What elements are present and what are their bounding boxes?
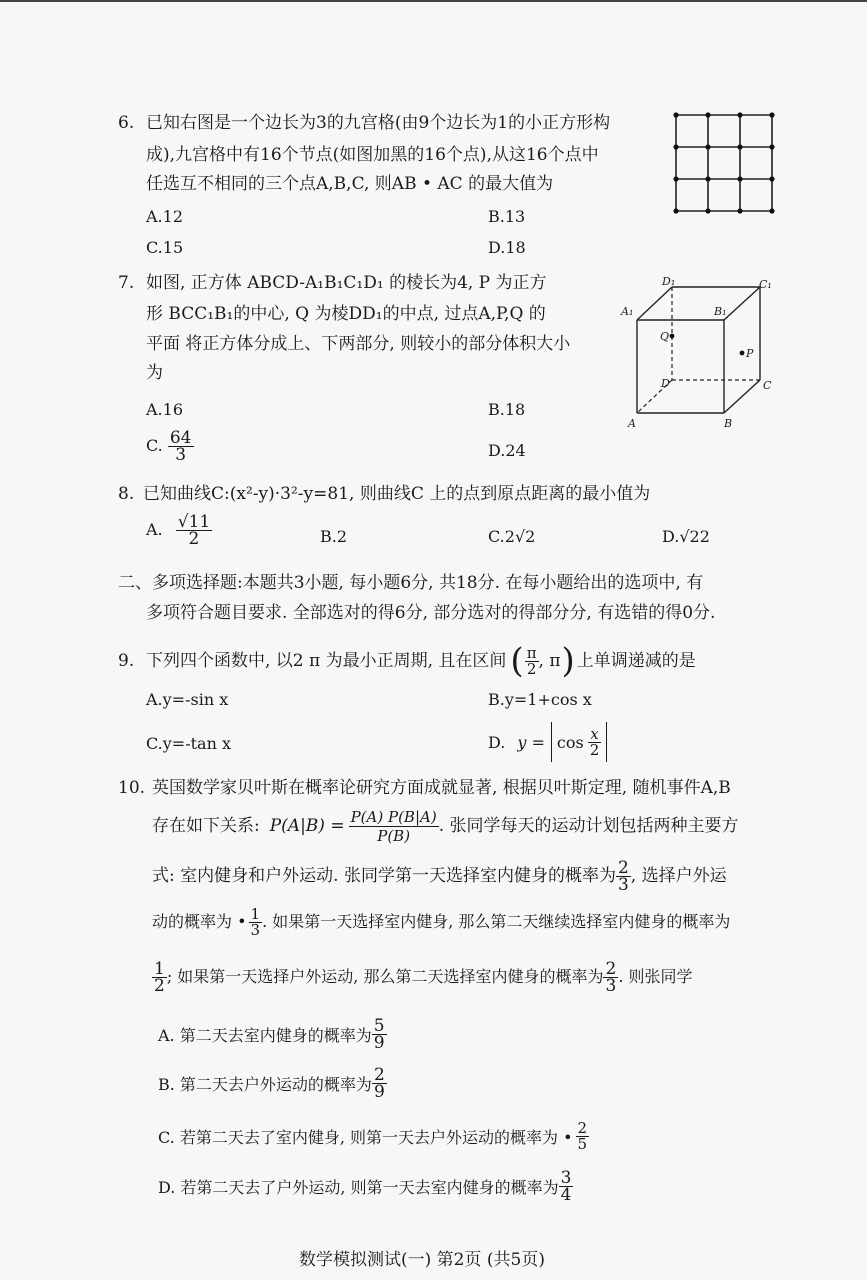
q10-line-5-numerator-1: 1	[154, 958, 165, 979]
q9-interval-numerator: π	[526, 643, 537, 662]
q8-option-b: B.2	[320, 527, 348, 546]
q8-number: 8.	[118, 484, 135, 504]
q6-line-1: 已知右图是一个边长为3的九宫格(由9个边长为1的小正方形构	[146, 113, 611, 133]
q10-option-d-fraction	[559, 1167, 574, 1205]
q9-text-after: 上单调递减的是	[576, 651, 696, 671]
page-top-border	[0, 0, 867, 2]
q10-line-3-numerator: 2	[617, 857, 629, 878]
q10-number: 10.	[118, 778, 146, 798]
q9-option-d-fraction	[588, 724, 602, 759]
q6-option-d: D.18	[488, 238, 526, 257]
cube-label-d1: D₁	[662, 275, 676, 288]
q10-line-5-fraction-2	[603, 958, 618, 996]
q10-option-c-fraction	[576, 1118, 590, 1153]
q10-option-b-text: B. 第二天去户外运动的概率为	[158, 1074, 372, 1094]
q10-line-4-numerator: 1	[250, 904, 261, 923]
q10-option-a-denominator: 9	[373, 1032, 385, 1053]
q9-option-d-denominator: 2	[589, 740, 600, 759]
q10-line-2	[152, 804, 739, 848]
bayes-formula-lhs: P(A|B) =	[269, 816, 345, 836]
q9-option-a: A.y=-sin x	[146, 690, 229, 709]
q9-interval-rest: , π	[538, 651, 561, 671]
q10-line-5-denominator-2: 3	[605, 975, 617, 996]
q6-option-a: A.12	[146, 207, 183, 226]
cube-label-d: D	[661, 377, 670, 390]
q9-option-d-absolute	[551, 722, 607, 762]
q10-option-d-denominator: 4	[560, 1184, 572, 1205]
q7-line-1: 如图, 正方体 ABCD-A₁B₁C₁D₁ 的棱长为4, P 为正方	[146, 273, 547, 293]
cube-figure	[620, 275, 780, 435]
q10-option-d	[158, 1166, 573, 1206]
q7-line-2: 形 BCC₁B₁的中心, Q 为棱DD₁的中点, 过点A,P,Q 的	[146, 304, 546, 324]
cube-label-b1: B₁	[714, 305, 727, 318]
q10-line-3-pre: 式: 室内健身和户外运动. 张同学第一天选择室内健身的概率为	[152, 866, 616, 886]
q6-option-c: C.15	[146, 238, 184, 257]
q9-option-d-label: D.	[488, 732, 506, 752]
q7-option-b: B.18	[488, 400, 526, 419]
section-2-line-1: 二、多项选择题:本题共3小题, 每小题6分, 共18分. 在每小题给出的选项中, 有	[118, 573, 704, 593]
nine-grid-figure	[674, 112, 774, 214]
q9-left-paren: (	[510, 641, 524, 681]
q10-option-b-denominator: 9	[373, 1081, 385, 1102]
q10-option-b-fraction	[372, 1064, 387, 1102]
bayes-formula-numerator: P(A) P(B|A)	[350, 807, 437, 826]
q9-interval-fraction	[525, 643, 539, 678]
q10-option-b	[158, 1063, 387, 1103]
q7-line-3: 平面 将正方体分成上、下两部分, 则较小的部分体积大小	[146, 334, 571, 354]
q10-line-4	[152, 902, 730, 942]
cube-label-a1: A₁	[621, 305, 634, 318]
q10-line-1: 英国数学家贝叶斯在概率论研究方面成就显著, 根据贝叶斯定理, 随机事件A,B	[152, 778, 731, 798]
cube-label-a: A	[628, 417, 636, 430]
q9-interval-denominator: 2	[525, 661, 539, 677]
q9-number: 9.	[118, 651, 135, 671]
q10-option-c-text: C. 若第二天去了室内健身, 则第一天去户外运动的概率为 •	[158, 1127, 573, 1147]
q7-number: 7.	[118, 273, 135, 293]
q10-line-5-post: . 则张同学	[618, 967, 693, 986]
cube-label-b: B	[724, 417, 733, 430]
q6-line-3: 任选互不相同的三个点A,B,C, 则AB • AC 的最大值为	[146, 174, 554, 194]
q7-line-4: 为	[146, 363, 163, 383]
q10-option-d-numerator: 3	[560, 1167, 572, 1188]
q10-line-5-mid: ; 如果第一天选择户外运动, 那么第二天选择室内健身的概率为	[166, 967, 604, 986]
q7-option-c-denominator: 3	[168, 446, 194, 463]
q10-line-3	[152, 856, 727, 896]
q10-line-3-post: , 选择户外运	[630, 866, 727, 886]
cube-label-q: Q	[660, 330, 670, 343]
q8-text: 已知曲线C:(x²-y)·3²-y=81, 则曲线C 上的点到原点距离的最小值为	[143, 484, 651, 504]
q8-option-a-numerator: √11	[177, 512, 211, 532]
q10-line-3-fraction	[616, 857, 631, 895]
q8-option-a-denominator: 2	[176, 530, 212, 547]
q10-option-c	[158, 1116, 589, 1156]
q8-option-a	[146, 514, 212, 547]
q10-option-c-numerator: 2	[577, 1118, 588, 1137]
q10-option-d-text: D. 若第二天去了户外运动, 则第一天去室内健身的概率为	[158, 1177, 559, 1197]
q7-option-c-label: C.	[146, 436, 163, 455]
q7-option-c-fraction	[168, 430, 194, 463]
q10-option-a	[158, 1014, 387, 1054]
q10-line-4-denominator: 3	[250, 920, 261, 939]
cube-label-p: P	[746, 347, 754, 360]
q7-option-a: A.16	[146, 400, 183, 419]
q8-option-d: D.√22	[662, 527, 710, 546]
q7-option-d: D.24	[488, 441, 526, 460]
q10-line-5-fraction-1	[152, 958, 167, 996]
section-2-line-2: 多项符合题目要求. 全部选对的得6分, 部分选对的得部分分, 有选错的得0分.	[146, 603, 716, 623]
q10-line-2-pre: 存在如下关系:	[152, 816, 260, 836]
q10-option-a-fraction	[372, 1015, 387, 1053]
bayes-formula-denominator: P(B)	[349, 826, 439, 845]
q9-text: 下列四个函数中, 以2 π 为最小正周期, 且在区间	[146, 651, 507, 671]
q9-stem	[118, 641, 696, 681]
q10-line-4-fraction	[249, 904, 263, 939]
q6-number: 6.	[118, 113, 135, 133]
q10-line-4-pre: 动的概率为 •	[152, 912, 247, 931]
q7-option-c	[146, 430, 194, 463]
q8-option-c: C.2√2	[488, 527, 536, 546]
page-footer: 数学模拟测试(一) 第2页 (共5页)	[299, 1250, 545, 1270]
cube-label-c: C	[763, 379, 772, 392]
q10-line-5-denominator-1: 2	[154, 975, 165, 996]
q8-option-a-label: A.	[146, 520, 163, 539]
cube-label-c1: C₁	[759, 278, 772, 291]
q9-option-c: C.y=-tan x	[146, 734, 231, 753]
q10-line-5-numerator-2: 2	[605, 958, 617, 979]
q9-option-d	[488, 722, 607, 762]
q9-option-d-cos: cos	[556, 732, 584, 752]
q10-line-4-post: . 如果第一天选择室内健身, 那么第二天继续选择室内健身的概率为	[262, 912, 731, 931]
q10-option-a-numerator: 5	[373, 1015, 385, 1036]
q6-line-2: 成),九宫格中有16个节点(如图加黑的16个点),从这16个点中	[146, 145, 599, 165]
q10-option-b-numerator: 2	[373, 1064, 385, 1085]
q10-option-c-denominator: 5	[577, 1134, 588, 1153]
q7-option-c-numerator: 64	[169, 428, 192, 448]
q9-option-d-numerator: x	[590, 724, 599, 743]
q10-line-3-denominator: 3	[617, 874, 629, 895]
bayes-formula-fraction	[349, 808, 439, 845]
q9-right-paren: )	[561, 641, 575, 681]
q10-line-5	[152, 957, 693, 997]
q10-option-a-text: A. 第二天去室内健身的概率为	[158, 1025, 372, 1045]
q8-option-a-fraction	[176, 514, 212, 547]
q9-option-b: B.y=1+cos x	[488, 690, 592, 709]
q9-option-d-y: y =	[517, 732, 545, 752]
q6-option-b: B.13	[488, 207, 526, 226]
q10-line-2-post: . 张同学每天的运动计划包括两种主要方	[438, 816, 739, 836]
